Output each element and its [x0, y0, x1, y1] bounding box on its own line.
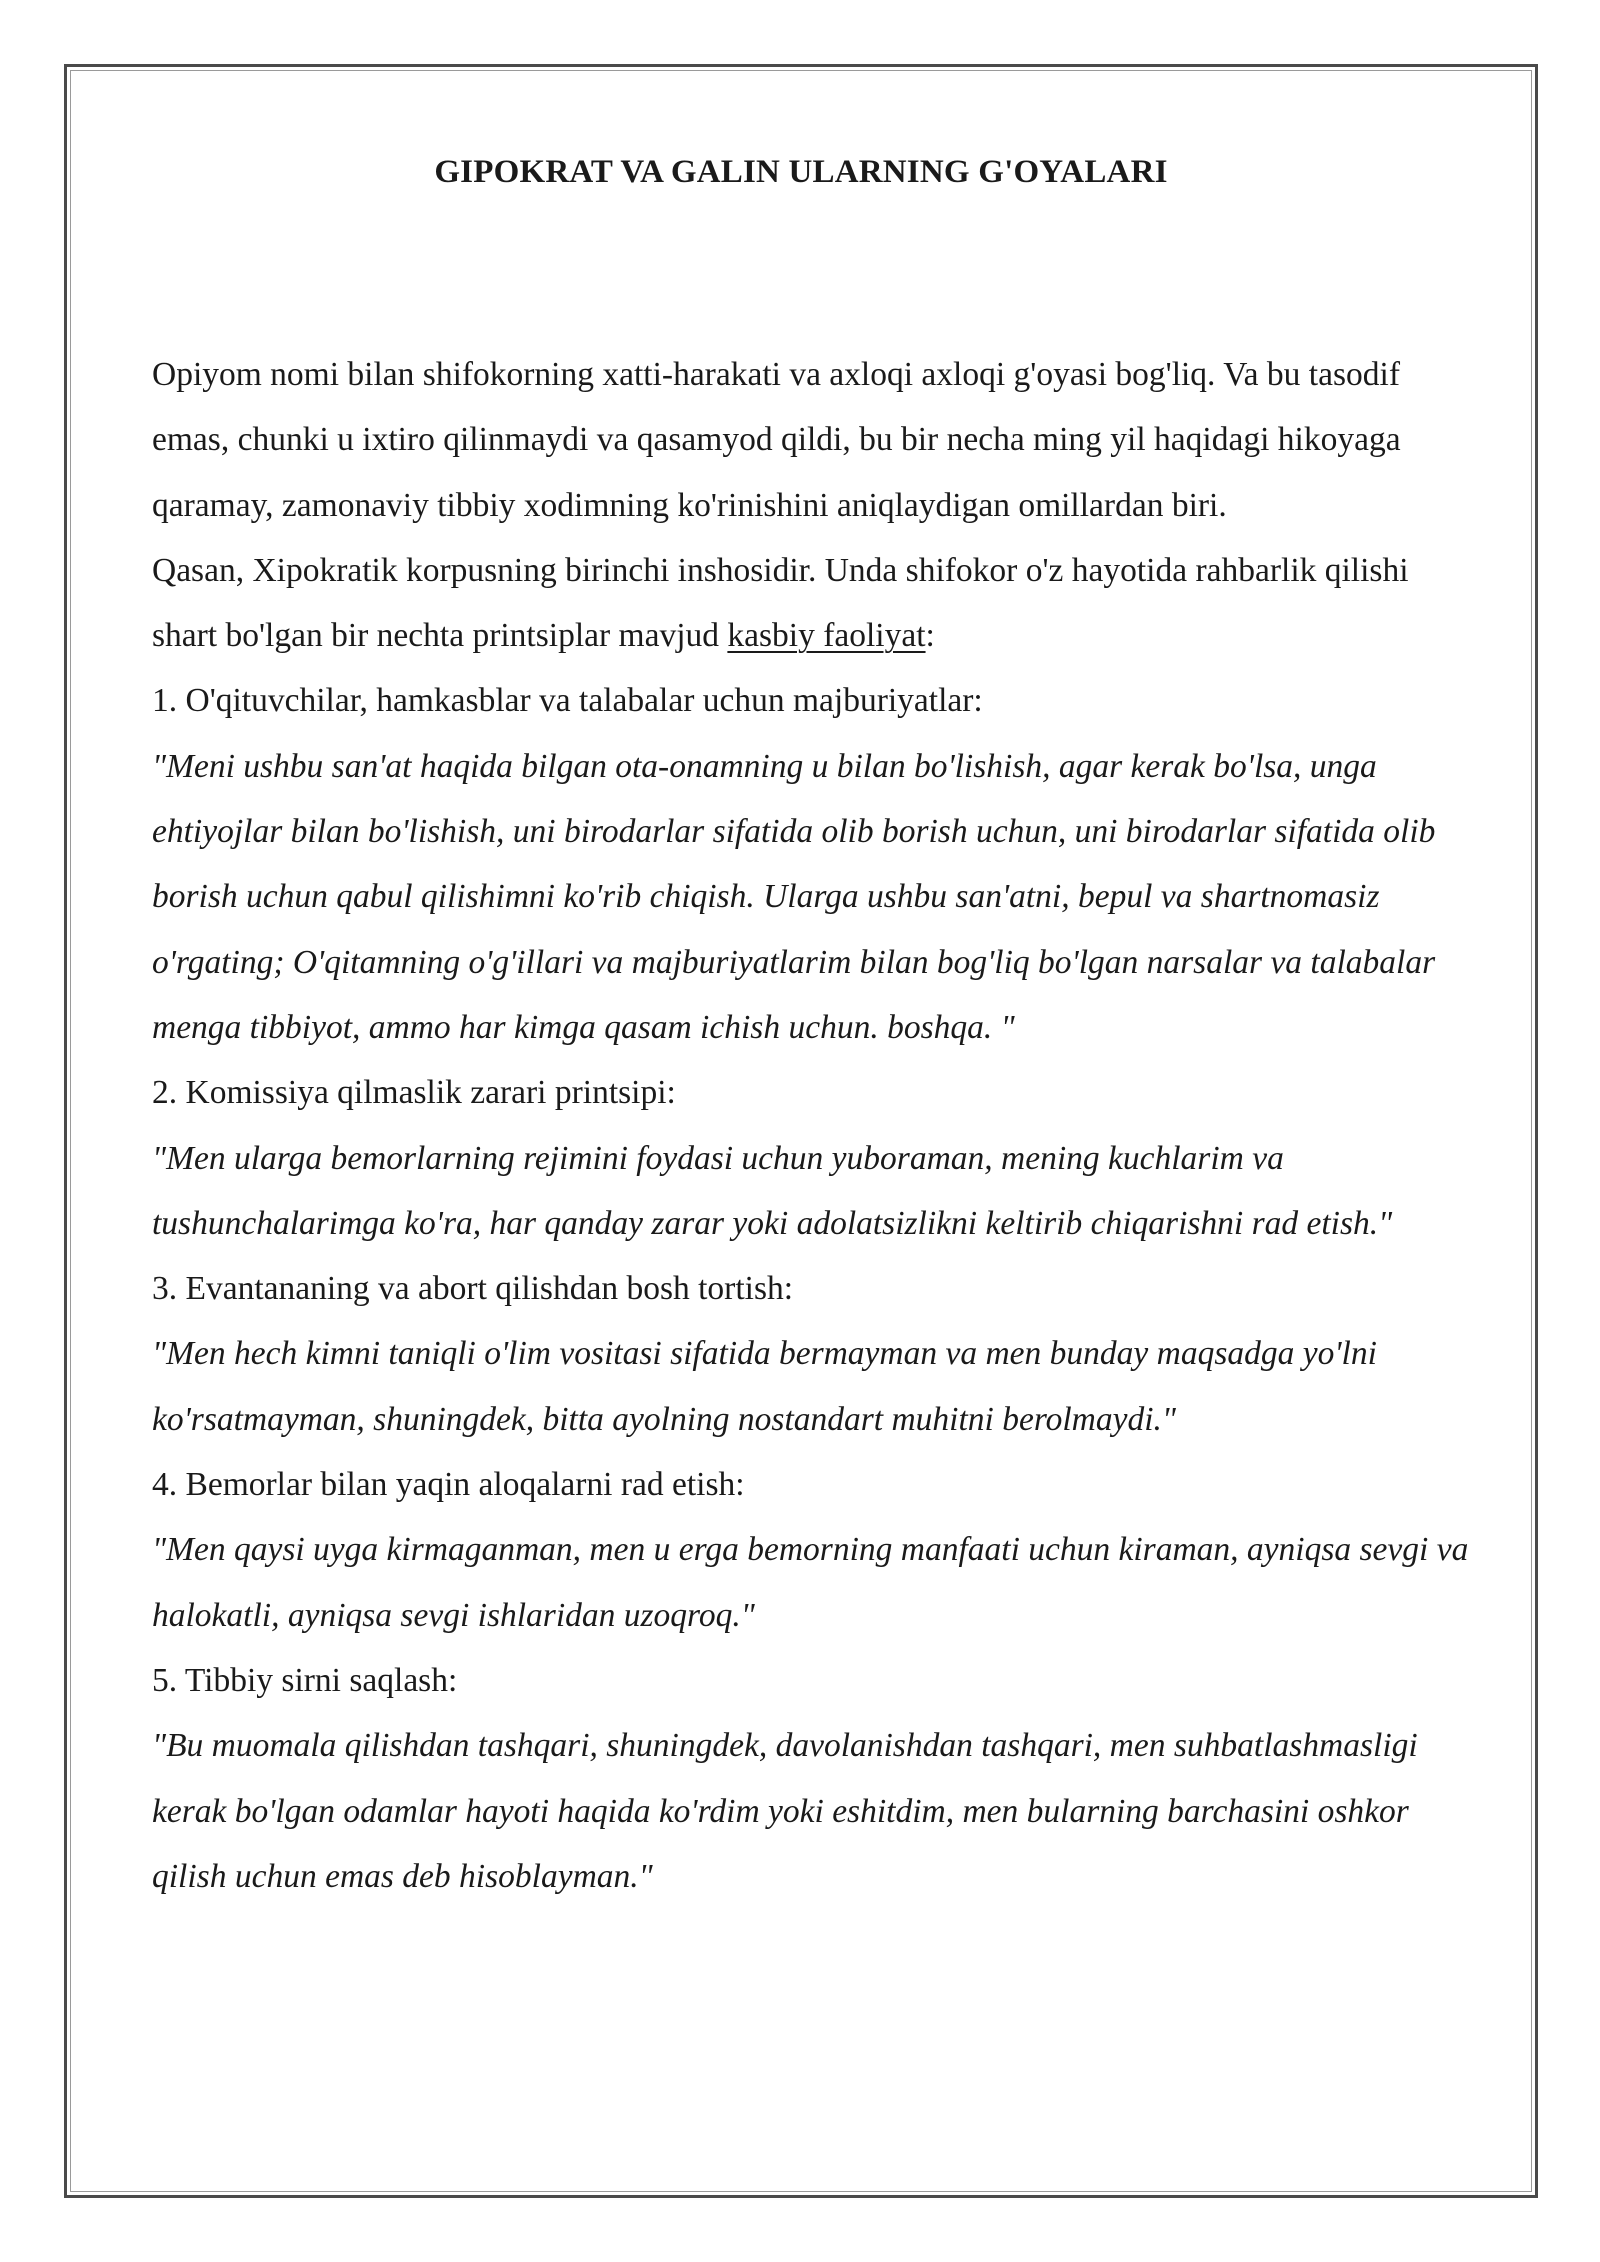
principle-1-heading: 1. O'qituvchilar, hamkasblar va talabalar uchun majburiyatlar: [152, 682, 983, 720]
second-paragraph [152, 538, 1470, 669]
principle-4-heading: 4. Bemorlar bilan yaqin aloqalarni rad etish: [152, 1466, 745, 1504]
second-paragraph-colon: : [925, 617, 935, 655]
principle-3-heading: 3. Evantananing va abort qilishdan bosh tortish: [152, 1270, 794, 1308]
principle-2-heading: 2. Komissiya qilmaslik zarari printsipi: [152, 1074, 676, 1112]
principle-2-quote: "Men ularga bemorlarning rejimini foydasi uchun yuboraman, mening kuchlarim va tushunchalarimga ko'ra, har qanday zarar yoki adolatsizlikni keltirib chiqarishni rad etish." [152, 1139, 1393, 1242]
document-title: GIPOKRAT VA GALIN ULARNING G'OYALARI [434, 154, 1168, 190]
principle-4-quote: "Men qaysi uyga kirmaganman, men u erga bemorning manfaati uchun kiraman, ayniqsa sevgi va halokatli, ayniqsa sevgi ishlaridan uzoqroq." [152, 1531, 1469, 1634]
principle-5-quote: "Bu muomala qilishdan tashqari, shuningdek, davolanishdan tashqari, men suhbatlashmasligi kerak bo'lgan odamlar hayoti haqida ko'rdim yoki eshitdim, men bularning barchasini oshkor qilish uchun emas deb hisoblayman." [152, 1727, 1418, 1895]
second-paragraph-text: Qasan, Xipokratik korpusning birinchi inshosidir. Unda shifokor o'z hayotida rahbarlik qilishi shart bo'lgan bir nechta printsiplar mavjud [152, 551, 1409, 655]
intro-paragraph: Opiyom nomi bilan shifokorning xatti-harakati va axloqi axloqi g'oyasi bog'liq. Va bu tasodif emas, chunki u ixtiro qilinmaydi va qasamyod qildi, bu bir necha ming yil haqidagi hikoyaga qaramay, zamonaviy tibbiy xodimning ko'rinishini aniqlaydigan omillardan biri. [152, 356, 1401, 524]
kasbiy-faoliyat-link[interactable]: kasbiy faoliyat [727, 617, 926, 655]
document-body [152, 342, 1470, 1909]
principle-1-quote: "Meni ushbu san'at haqida bilgan ota-onamning u bilan bo'lishish, agar kerak bo'lsa, unga ehtiyojlar bilan bo'lishish, uni birodarlar sifatida olib borish uchun, uni birodarlar sifatida olib borish uchun qabul qilishimni ko'rib chiqish. Ularga ushbu san'atni, bepul va shartnomasiz o'rgating; O'qitamning o'g'illari va majburiyatlarim bilan bog'liq bo'lgan narsalar va talabalar menga tibbiyot, ammo har kimga qasam ichish uchun. boshqa. " [152, 747, 1436, 1046]
principle-3-quote: "Men hech kimni taniqli o'lim vositasi sifatida bermayman va men bunday maqsadga yo'lni ko'rsatmayman, shuningdek, bitta ayolning nostandart muhitni berolmaydi." [152, 1335, 1377, 1438]
principle-5-heading: 5. Tibbiy sirni saqlash: [152, 1661, 458, 1699]
